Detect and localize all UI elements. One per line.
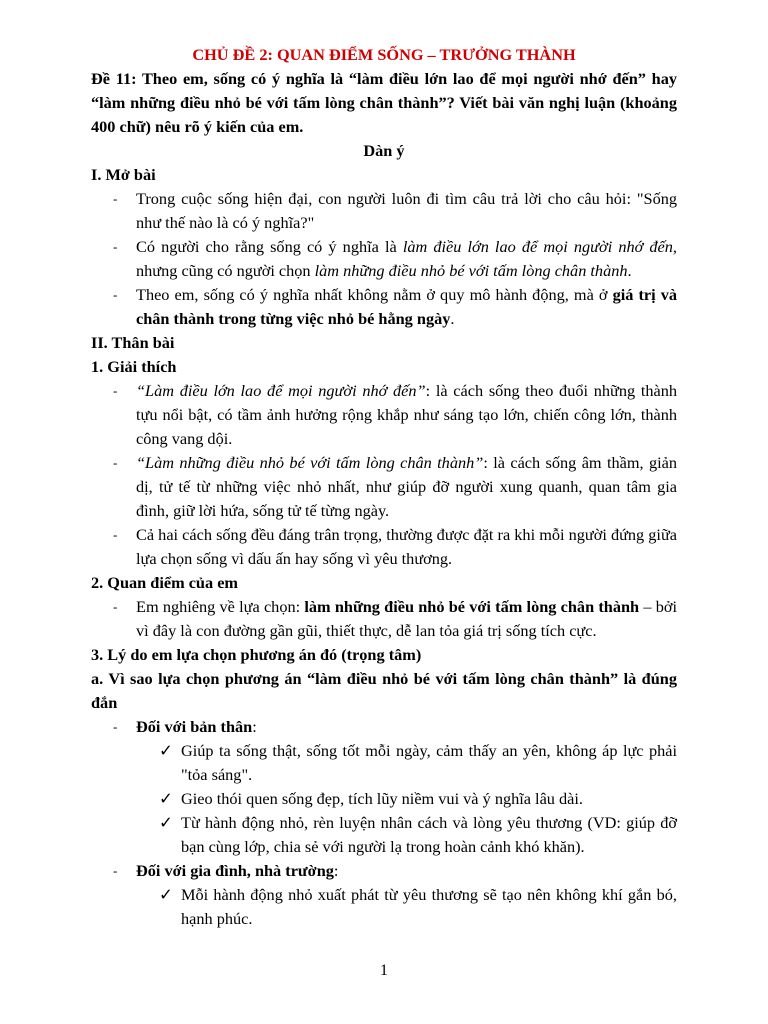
list-item <box>91 595 677 643</box>
list-item <box>91 235 677 283</box>
view-heading: 2. Quan điểm của em <box>91 573 238 592</box>
checkmark-icon: ✓ <box>159 789 173 808</box>
list-item <box>91 187 677 235</box>
body-heading: II. Thân bài <box>91 333 175 352</box>
list-item-text: : là cách sống theo đuổi những thành tựu nổi bật, có tầm ảnh hưởng rộng khắp như sáng tạo lớn, chiến công lớn, thành công vang dội. <box>136 381 677 448</box>
dash-bullet-icon: - <box>113 863 118 878</box>
check-item <box>91 787 677 811</box>
list-item-text: . <box>627 261 632 280</box>
list-item <box>91 715 677 739</box>
family-check-list <box>91 883 677 931</box>
dash-bullet-icon: - <box>113 455 118 470</box>
list-item-text: – bởi vì đây là con đường gần gũi, thiết thực, dễ lan tỏa giá trị sống tích cực. <box>136 597 677 640</box>
dash-bullet-icon: - <box>113 287 118 302</box>
list-item-text: , nhưng cũng có người chọn <box>136 237 677 280</box>
family-list <box>91 859 677 883</box>
list-item-text: Trong cuộc sống hiện đại, con người luôn đi tìm câu trả lời cho câu hỏi: "Sống như thế nào là có ý nghĩa?" <box>136 189 677 232</box>
explain-heading: 1. Giải thích <box>91 357 177 376</box>
italic-phrase: “Làm những điều nhỏ bé với tấm lòng chân thành” <box>136 453 484 472</box>
check-item <box>91 883 677 931</box>
check-item <box>91 739 677 787</box>
list-item-text: Có người cho rằng sống có ý nghĩa là <box>136 237 403 256</box>
list-item-text: : <box>252 717 257 736</box>
check-item-text: Giúp ta sống thật, sống tốt mỗi ngày, cảm thấy an yên, không áp lực phải "tỏa sáng". <box>181 741 677 784</box>
page-number: 1 <box>379 960 389 979</box>
list-item <box>91 451 677 523</box>
dash-bullet-icon: - <box>113 719 118 734</box>
document-title: CHỦ ĐỀ 2: QUAN ĐIỂM SỐNG – TRƯỞNG THÀNH <box>192 45 576 64</box>
italic-phrase: “Làm điều lớn lao để mọi người nhớ đến” <box>136 381 426 400</box>
checkmark-icon: ✓ <box>159 741 173 760</box>
intro-heading: I. Mở bài <box>91 165 156 184</box>
list-item <box>91 283 677 331</box>
list-item <box>91 379 677 451</box>
check-item-text: Gieo thói quen sống đẹp, tích lũy niềm vui và ý nghĩa lâu dài. <box>181 789 583 808</box>
list-item-text: Em nghiêng về lựa chọn: <box>136 597 305 616</box>
list-item-text: : <box>333 861 339 880</box>
dash-bullet-icon: - <box>113 191 118 206</box>
intro-list <box>91 187 677 331</box>
outline-heading: Dàn ý <box>363 141 405 160</box>
list-item <box>91 523 677 571</box>
bold-phrase: Đối với gia đình, nhà trường <box>136 861 334 880</box>
bold-phrase: Đối với bản thân <box>136 717 253 736</box>
dash-bullet-icon: - <box>113 599 118 614</box>
reason-list <box>91 715 677 739</box>
bold-phrase: giá trị và chân thành trong từng việc nhỏ bé hằng ngày <box>136 285 678 328</box>
bold-phrase: làm những điều nhỏ bé với tấm lòng chân thành <box>304 597 640 616</box>
italic-phrase: làm điều lớn lao để mọi người nhớ đến <box>402 237 673 256</box>
explain-list <box>91 379 677 571</box>
checkmark-icon: ✓ <box>159 885 173 904</box>
list-item-text: . <box>450 309 455 328</box>
check-item-text: Từ hành động nhỏ, rèn luyện nhân cách và lòng yêu thương (VD: giúp đỡ bạn cùng lớp, chia sẻ với người lạ trong hoàn cảnh khó khăn). <box>181 813 677 856</box>
self-check-list <box>91 739 677 859</box>
view-list <box>91 595 677 643</box>
dash-bullet-icon: - <box>113 239 118 254</box>
list-item <box>91 859 677 883</box>
checkmark-icon: ✓ <box>159 813 173 832</box>
list-item-text: : là cách sống âm thầm, giản dị, tử tế từ những việc nhỏ nhất, như giúp đỡ người xung quanh, quan tâm gia đình, giữ lời hứa, sống tử tế từng ngày. <box>136 453 678 520</box>
check-item <box>91 811 677 859</box>
dash-bullet-icon: - <box>113 527 118 542</box>
dash-bullet-icon: - <box>113 383 118 398</box>
italic-phrase: làm những điều nhỏ bé với tấm lòng chân thành <box>314 261 628 280</box>
check-item-text: Mỗi hành động nhỏ xuất phát từ yêu thương sẽ tạo nên không khí gắn bó, hạnh phúc. <box>181 885 677 928</box>
reason-a-heading: a. Vì sao lựa chọn phương án “làm điều nhỏ bé với tấm lòng chân thành” là đúng đắn <box>91 669 677 712</box>
essay-prompt: Đề 11: Theo em, sống có ý nghĩa là “làm điều lớn lao để mọi người nhớ đến” hay “làm những điều nhỏ bé với tấm lòng chân thành”? Viết bài văn nghị luận (khoảng 400 chữ) nêu rõ ý kiến của em. <box>91 69 677 136</box>
list-item-text: Cả hai cách sống đều đáng trân trọng, thường được đặt ra khi mỗi người đứng giữa lựa chọn sống vì dấu ấn hay sống vì yêu thương. <box>136 525 677 568</box>
list-item-text: Theo em, sống có ý nghĩa nhất không nằm ở quy mô hành động, mà ở <box>136 285 613 304</box>
reason-heading: 3. Lý do em lựa chọn phương án đó (trọng tâm) <box>91 645 422 664</box>
